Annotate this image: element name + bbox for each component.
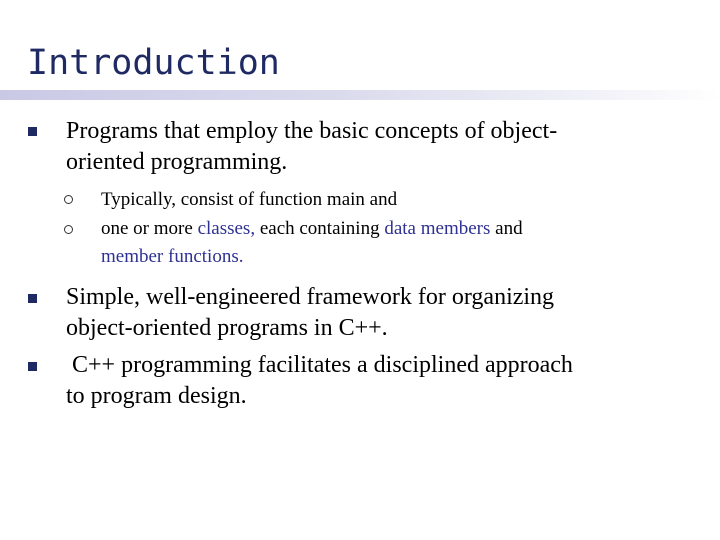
- ring-bullet-icon: [64, 195, 73, 204]
- bullet-1-line-1: Programs that employ the basic concepts of object-: [66, 118, 558, 144]
- square-bullet-icon: [28, 127, 37, 136]
- bullet-3-line-1: C++ programming facilitates a disciplined approach: [66, 352, 573, 378]
- sub-bullet-2-text-a: one or more: [101, 218, 198, 239]
- data-members-term: data members: [384, 218, 491, 239]
- sub-bullet-2-line-1: [101, 215, 523, 243]
- classes-term: classes,: [197, 218, 256, 239]
- ring-bullet-icon: [64, 225, 73, 234]
- sub-bullet-2-text-c: each containing: [255, 218, 385, 239]
- slide-title: Introduction: [27, 43, 280, 83]
- bullet-2-line-1: Simple, well-engineered framework for organizing: [66, 284, 555, 310]
- square-bullet-icon: [28, 294, 37, 303]
- bullet-1-line-2: oriented programming.: [66, 149, 288, 175]
- bullet-2-line-2: object-oriented programs in C++.: [66, 315, 388, 341]
- bullet-3-line-2: to program design.: [66, 383, 247, 409]
- sub-bullet-2-text-e: and: [490, 218, 523, 239]
- title-divider: [0, 90, 720, 100]
- member-functions-term: member functions.: [101, 246, 244, 267]
- square-bullet-icon: [28, 362, 37, 371]
- sub-bullet-1-text: Typically, consist of function main and: [101, 189, 398, 210]
